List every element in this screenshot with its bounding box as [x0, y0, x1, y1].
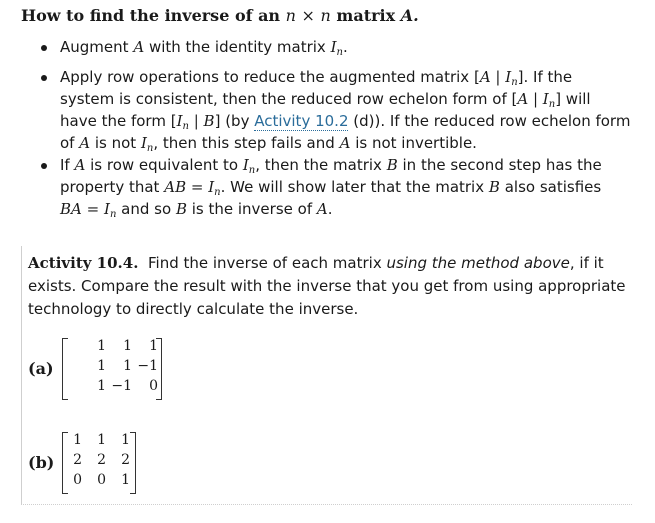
- matrix-cell: 1: [97, 358, 106, 374]
- step-3-l3-eq: =: [86, 200, 100, 218]
- step-2-l2-I: I: [542, 90, 549, 108]
- activity-line-2: exists. Compare the result with the inverse that you get from using appropriate: [28, 277, 626, 295]
- step-2-l3-text-b: ] (by: [214, 112, 255, 130]
- step-2-A: A: [479, 68, 491, 86]
- activity-text-a: Find the inverse of each matrix: [147, 254, 382, 272]
- step-1-text-b: with the identity matrix: [148, 38, 326, 56]
- matrix-cell: −1: [111, 378, 132, 394]
- page-title: [21, 6, 419, 25]
- title-n1: n: [285, 6, 296, 25]
- step-3-text-b: is row equivalent to: [90, 156, 239, 174]
- step-2-l4-text-c: , then this step fails and: [153, 134, 335, 152]
- title-matrix-word: matrix: [336, 6, 396, 25]
- step-2-l2-text: system is consistent, then the reduced row echelon form of [: [60, 90, 518, 108]
- matrix-cell: 1: [121, 472, 130, 488]
- step-2-l2-A: A: [517, 90, 529, 108]
- activity-line-1: [28, 254, 604, 272]
- step-3-l2-AB: AB: [164, 178, 187, 196]
- title-n2: n: [320, 6, 331, 25]
- step-3-line-1: [60, 154, 602, 176]
- matrix-cell: 1: [123, 358, 132, 374]
- step-3-text-d: in the second step has the: [402, 156, 602, 174]
- activity-heading: Activity 10.4.: [28, 254, 139, 272]
- step-3-l2-eq: =: [190, 178, 204, 196]
- matrix-cell: −1: [137, 358, 158, 374]
- step-3-l3-A: A: [316, 200, 328, 218]
- step-2-l3-bar: |: [188, 112, 204, 130]
- step-3-l3-BA: BA: [60, 200, 82, 218]
- step-3-A: A: [74, 156, 86, 174]
- step-3-l2-text: property that: [60, 178, 160, 196]
- step-3-text: If: [60, 156, 70, 174]
- step-2-l4-A2: A: [339, 134, 351, 152]
- step-2-line-4: [60, 132, 477, 154]
- matrix-cell: 1: [97, 432, 106, 448]
- step-3-l2-I: I: [208, 178, 215, 196]
- activity-line-3: technology to directly calculate the inverse.: [28, 300, 359, 318]
- step-3-l2-B: B: [488, 178, 500, 196]
- step-augment: [0, 36, 640, 66]
- step-2-l4-A: A: [79, 134, 91, 152]
- matrix-cell: 1: [73, 432, 82, 448]
- step-3-line-3: [60, 198, 333, 220]
- step-3-l3-text-b: is the inverse of: [191, 200, 313, 218]
- step-2-l4-text: of: [60, 134, 75, 152]
- matrix-a: [62, 338, 162, 400]
- step-1-end: .: [342, 38, 348, 56]
- step-2-l3-I: I: [176, 112, 183, 130]
- step-1-I: I: [330, 38, 337, 56]
- matrix-cell: 0: [73, 472, 82, 488]
- step-2-l3-text: have the form [: [60, 112, 177, 130]
- step-3-line-2: [60, 176, 601, 198]
- steps-list: [0, 36, 640, 220]
- step-2-l4-n: n: [146, 143, 154, 154]
- step-2-text-b: ]. If the: [517, 68, 573, 86]
- step-3-n: n: [248, 165, 256, 176]
- step-2-bar: |: [490, 68, 506, 86]
- step-3-l3-text: and so: [121, 200, 172, 218]
- activity-10-2-link[interactable]: Activity 10.2: [254, 112, 349, 130]
- step-2-l3-text-c: (d)). If the reduced row echelon form: [348, 112, 631, 130]
- step-2-line-3: [60, 110, 630, 132]
- title-text: How to find the inverse of an: [21, 6, 281, 25]
- title-times: ×: [301, 6, 315, 25]
- step-2-l4-text-d: is not invertible.: [355, 134, 477, 152]
- part-a-label: (a): [28, 359, 54, 378]
- step-3-B: B: [386, 156, 398, 174]
- step-2-l4-I: I: [140, 134, 147, 152]
- step-row-ops: [0, 66, 640, 154]
- matrix-cell: 2: [73, 452, 82, 468]
- matrix-cell: 0: [149, 378, 158, 394]
- step-3-l3-I: I: [104, 200, 110, 218]
- step-3-l2-text-c: also satisfies: [504, 178, 602, 196]
- step-2-n: n: [511, 77, 518, 88]
- step-1-line: [60, 36, 348, 58]
- step-1-n: n: [336, 47, 343, 58]
- step-2-l3-n: n: [182, 121, 189, 132]
- activity-italic: using the method above: [386, 254, 570, 272]
- step-2-l4-text-b: is not: [94, 134, 137, 152]
- step-2-l2-text-b: ] will: [555, 90, 591, 108]
- step-3-I: I: [242, 156, 249, 174]
- step-1-text-a: Augment: [60, 38, 129, 56]
- activity-text-b: , if it: [569, 254, 604, 272]
- matrix-a-left-bracket: [62, 338, 68, 400]
- matrix-cell: 2: [121, 452, 130, 468]
- step-2-l3-B: B: [203, 112, 215, 130]
- step-2-I: I: [505, 68, 512, 86]
- step-2-line-2: [60, 88, 591, 110]
- matrix-cell: 0: [97, 472, 106, 488]
- step-2-line-1: [60, 66, 572, 88]
- matrix-cell: 1: [97, 338, 106, 354]
- matrix-cell: 1: [97, 378, 106, 394]
- step-3-l2-text-b: . We will show later that the matrix: [220, 178, 485, 196]
- step-3-text-c: , then the matrix: [255, 156, 382, 174]
- part-b-label: (b): [28, 453, 55, 472]
- step-3-l3-end: .: [327, 200, 333, 218]
- matrix-cell: 1: [123, 338, 132, 354]
- matrix-b-right-bracket: [130, 432, 136, 494]
- step-1-A: A: [133, 38, 145, 56]
- step-3-l3-B: B: [175, 200, 187, 218]
- step-inverse-property: [0, 154, 640, 220]
- matrix-cell: 2: [97, 452, 106, 468]
- step-2-l2-n: n: [548, 99, 556, 110]
- step-2-l2-bar: |: [528, 90, 543, 108]
- matrix-b: [62, 432, 136, 494]
- step-2-text: Apply row operations to reduce the augmented matrix [: [60, 68, 480, 86]
- step-3-l2-n: n: [214, 187, 221, 198]
- matrix-cell: 1: [121, 432, 130, 448]
- activity-10-4: [21, 246, 632, 505]
- matrix-cell: 1: [149, 338, 158, 354]
- step-3-l3-n: n: [109, 209, 117, 220]
- title-A: A.: [400, 6, 419, 25]
